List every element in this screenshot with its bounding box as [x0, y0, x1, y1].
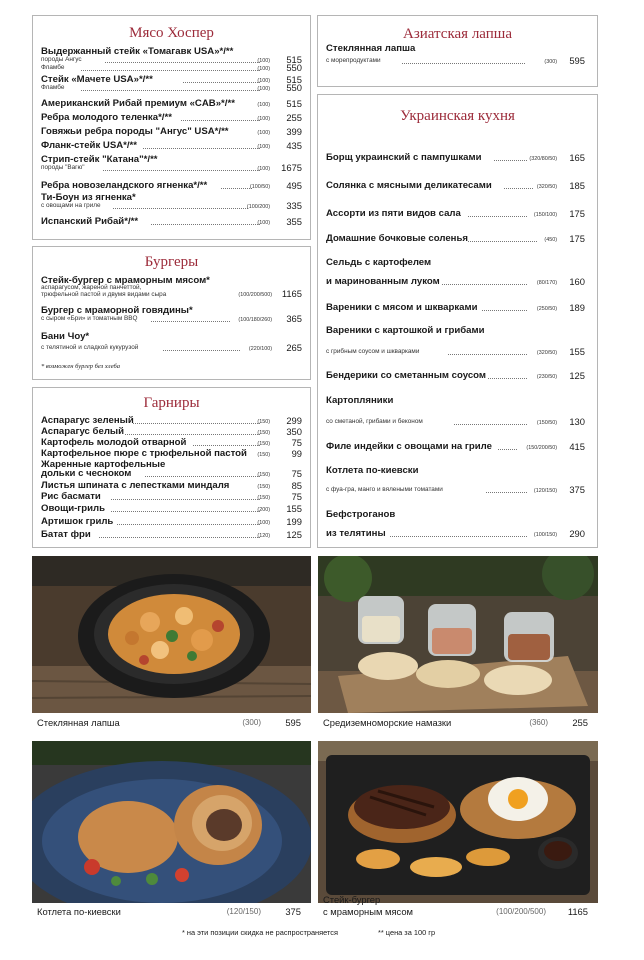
photo-price: 255	[572, 717, 588, 728]
photo-weight: (360)	[529, 718, 548, 727]
footer-note-discount: * на эти позиции скидка не распространяется	[182, 928, 339, 937]
photo-caption: с мраморным мясом	[323, 906, 413, 917]
burgers-section: Бургеры Стейк-бургер с мраморным мясом* аспарагусом, жареной панчеттой, трюфельной пастой и двумя видами сыра (100/200/500) 1165 Бургер с мраморной говядины* с сыром «Бри» и томатным BBQ (100/180/260) 365 Бани Чоу* с телятиной и сладкой кукурузой (220/100) 265 * возможен бургер без хлеба	[32, 246, 311, 380]
photo-weight: (120/150)	[226, 907, 261, 916]
sides-section: Гарниры Аспарагус зеленый (150) 299 Аспарагус белый (150) 350 Картофель молодой отварной (150) 75 Картофельное пюре с трюфельной пастой (150) 99 Жаренные картофельные дольки с чесноком (150) 75 Листья шпината с лепестками миндаля (150) 85 Рис басмати (150) 75 Овощи-гриль (200) 155 Артишок гриль (100) 199 Батат фри (120) 125	[32, 387, 311, 548]
photo-caption: Стеклянная лапша	[37, 717, 120, 728]
asian-section: Азиатская лапша Стеклянная лапша с морепродуктами (300) 595	[317, 15, 598, 87]
photo-mediterranean-dips	[318, 556, 598, 713]
photo-price: 595	[285, 717, 301, 728]
photo-weight: (300)	[242, 718, 261, 727]
meat-title: Мясо Хоспер	[129, 25, 214, 41]
footer-note-price: ** цена за 100 гр	[378, 928, 436, 937]
photo-caption: Средиземноморские намазки	[323, 717, 452, 728]
sides-title: Гарниры	[143, 395, 200, 411]
photo-caption: Котлета по-киевски	[37, 906, 121, 917]
photo-steak-burger	[318, 741, 598, 903]
burgers-title: Бургеры	[144, 254, 199, 270]
photo-weight: (100/200/500)	[496, 907, 546, 916]
photo-chicken-kiev	[32, 741, 311, 903]
ukrainian-title: Украинская кухня	[400, 108, 515, 124]
photo-caption: Стейк-бургер	[323, 894, 381, 905]
meat-section: Мясо Хоспер Выдержанный стейк «Томагавк USA»*/** породы Ангус (100) 515 Фламбе (100) 550 Стейк «Мачете USA»*/** Фламбе (100) 515 (100) 550 Американский Рибай премиум «CAB»*/** (100) 515 Ребра молодого теленка*/** (100) 255 Говяжьи ребра породы "Ангус" USA*/** (100) 399 Фланк-стейк USA*/** (100) 435 Стрип-стейк "Катана"*/** породы "Вагю" (100) 1675 Ребра новозеландского ягненка*/** (100/50) 495 Ти-Боун из ягненка* с овощами на гриле (100/200) 335 Испанский Рибай*/** (100) 355	[32, 15, 311, 240]
photo-price: 375	[285, 906, 301, 917]
photo-glass-noodles	[32, 556, 311, 713]
ukrainian-section: Украинская кухня Борщ украинский с пампушками (320/80/50) 165 Солянка с мясными деликатесами (320/50) 185 Ассорти из пяти видов сала (150/100) 175 Домашние бочковые соленья (450) 175 Сельдь с картофелем и маринованным луком (80/170) 160 Вареники с мясом и шкварками (250/50) 189 Вареники с картошкой и грибами с грибным соусом и шкварками (320/50) 155 Бендерики со сметанным соусом (230/50) 125 Картопляники со сметаной, грибами и беконом (150/50) 130 Филе индейки с овощами на гриле (150/200/50) 415 Котлета по-киевски с фуа-гра, манго и вялеными томатами (120/150) 375 Бефстроганов из телятины (100/150) 290	[317, 94, 598, 548]
burgers-note: * возможен бургер без хлеба	[41, 363, 121, 370]
asian-title: Азиатская лапша	[403, 26, 512, 42]
photo-price: 1165	[567, 906, 588, 917]
